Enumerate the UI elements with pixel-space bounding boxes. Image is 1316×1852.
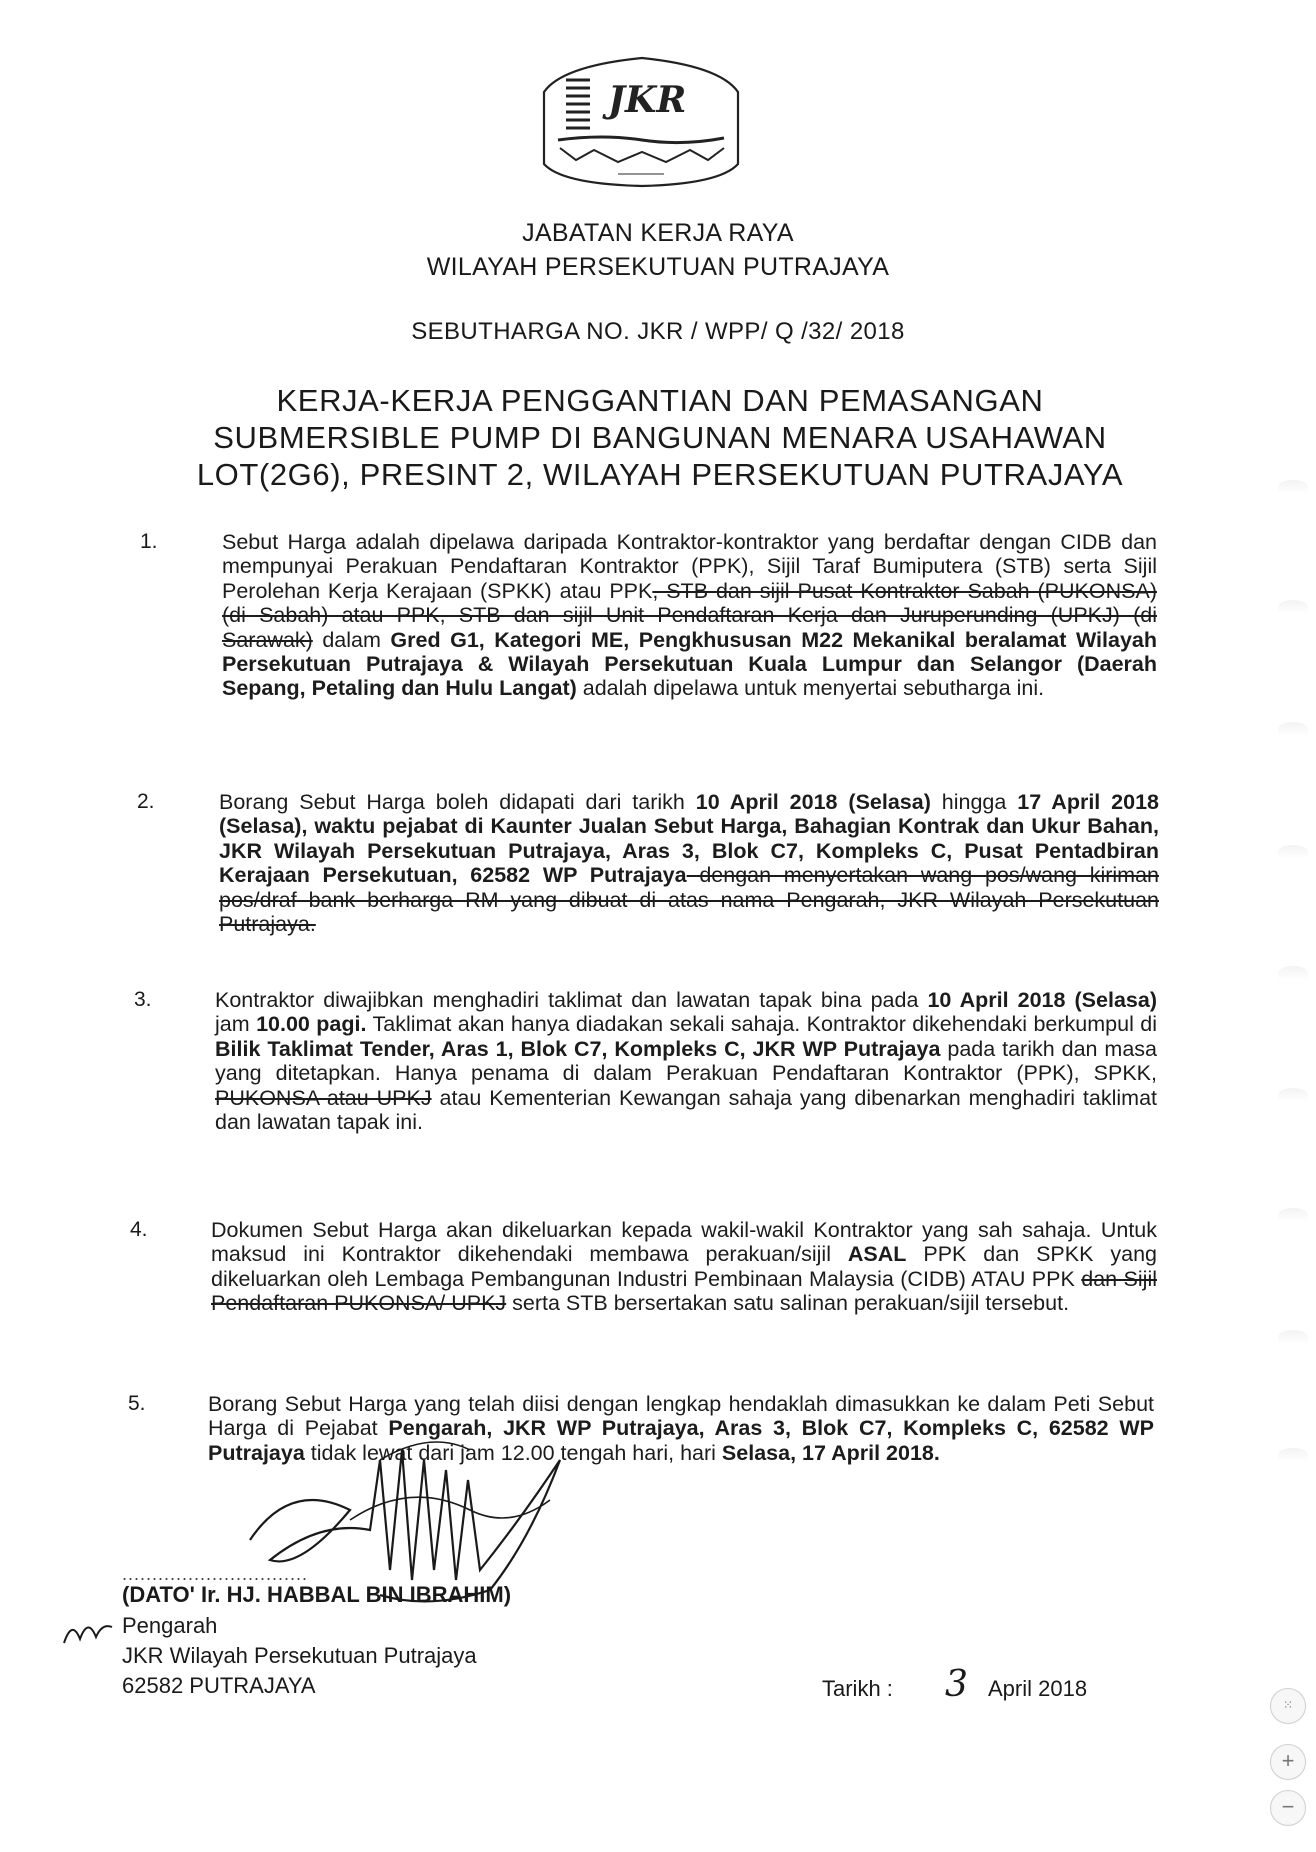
department-name: JABATAN KERJA RAYA: [522, 219, 794, 247]
title-line-2: SUBMERSIBLE PUMP DI BANGUNAN MENARA USAHAWAN: [213, 420, 1107, 455]
item-number: 1.: [140, 530, 158, 553]
initial-mark: [58, 1613, 118, 1653]
scroll-marker: [1278, 1208, 1308, 1222]
item-4-text: Dokumen Sebut Harga akan dikeluarkan kepada wakil-wakil Kontraktor yang sah sahaja. Untuk maksud ini Kontraktor dikehendaki membawa perakuan/sijil ASAL PPK dan SPKK yang dikeluarkan oleh Lembaga Pembangunan Industri Pembinaan Malaysia (CIDB) ATAU PPK dan Sijil Pendaftaran PUKONSA/ UPKJ serta STB bersertakan satu salinan perakuan/sijil tersebut.: [211, 1218, 1158, 1316]
zoom-out-button[interactable]: −: [1270, 1790, 1306, 1826]
date-day-handwritten: 3: [945, 1664, 968, 1705]
signatory-office: JKR Wilayah Persekutuan Putrajaya: [122, 1643, 477, 1668]
date-label: Tarikh :: [822, 1676, 893, 1701]
scroll-marker: [1278, 722, 1308, 736]
fit-page-button[interactable]: ⁙: [1270, 1688, 1306, 1724]
scroll-marker: [1278, 1330, 1308, 1344]
logo-text: JKR: [608, 79, 687, 121]
scroll-marker: [1278, 1448, 1308, 1462]
signatory-position: Pengarah: [122, 1613, 218, 1638]
item-number: 4.: [130, 1218, 148, 1241]
struck-text: , STB dan sijil Pusat Kontraktor Sabah (PUKONSA) (di Sabah) atau PPK, STB dan sijil Unit Pendaftaran Kerja dan Juruperunding (UPKJ) (di Sarawak): [222, 578, 1157, 652]
date-month-year: April 2018: [988, 1676, 1088, 1701]
scroll-marker: [1278, 966, 1308, 980]
scroll-marker: [1278, 480, 1308, 494]
signature-line: ...............................: [122, 1564, 309, 1584]
item-number: 5.: [128, 1392, 146, 1415]
struck-text: PUKONSA atau UPKJ: [215, 1085, 432, 1110]
item-3-text: Kontraktor diwajibkan menghadiri taklimat dan lawatan tapak bina pada 10 April 2018 (Selasa) jam 10.00 pagi. Taklimat akan hanya diadakan sekali sahaja. Kontraktor dikehendaki berkumpul di Bilik Taklimat Tender, Aras 1, Blok C7, Kompleks C, JKR WP Putrajaya pada tarikh dan masa yang ditetapkan. Hanya penama di dalam Perakuan Pendaftaran Kontraktor (PPK), SPKK, PUKONSA atau UPKJ atau Kementerian Kewangan sahaja yang dibenarkan menghadiri taklimat dan lawatan tapak ini.: [215, 988, 1158, 1135]
title-line-3: LOT(2G6), PRESINT 2, WILAYAH PERSEKUTUAN PUTRAJAYA: [196, 457, 1124, 492]
struck-text: dengan menyertakan wang pos/wang kiriman pos/draf bank berharga RM yang dibuat di atas nama Pengarah, JKR Wilayah Persekutuan Putrajaya.: [219, 863, 1159, 937]
signatory-address: 62582 PUTRAJAYA: [122, 1673, 316, 1698]
page-scroll-markers: [1270, 0, 1316, 1852]
scroll-marker: [1278, 600, 1308, 614]
zoom-in-button[interactable]: +: [1270, 1744, 1306, 1780]
quotation-reference: SEBUTHARGA NO. JKR / WPP/ Q /32/ 2018: [411, 318, 905, 345]
scroll-marker: [1278, 845, 1308, 859]
department-region: WILAYAH PERSEKUTUAN PUTRAJAYA: [426, 253, 890, 281]
item-number: 3.: [134, 988, 152, 1011]
struck-text: dan Sijil Pendaftaran PUKONSA/ UPKJ: [211, 1266, 1158, 1316]
item-number: 2.: [137, 790, 155, 813]
signatory-name: (DATO' Ir. HJ. HABBAL BIN IBRAHIM): [122, 1582, 512, 1607]
title-line-1: KERJA-KERJA PENGGANTIAN DAN PEMASANGAN: [276, 383, 1044, 418]
item-5-text: Borang Sebut Harga yang telah diisi dengan lengkap hendaklah dimasukkan ke dalam Peti Sebut Harga di Pejabat Pengarah, JKR WP Putrajaya, Aras 3, Blok C7, Kompleks C, 62582 WP Putrajaya tidak lewat dari jam 12.00 tengah hari, hari Selasa, 17 April 2018.: [208, 1392, 1154, 1465]
item-2-text: Borang Sebut Harga boleh didapati dari tarikh 10 April 2018 (Selasa) hingga 17 April 2018 (Selasa), waktu pejabat di Kaunter Jualan Sebut Harga, Bahagian Kontrak dan Ukur Bahan, JKR Wilayah Persekutuan Putrajaya, Aras 3, Blok C7, Kompleks C, Pusat Pentadbiran Kerajaan Persekutuan, 62582 WP Putrajaya dengan menyertakan wang pos/wang kiriman pos/draf bank berharga RM yang dibuat di atas nama Pengarah, JKR Wilayah Persekutuan Putrajaya.: [219, 790, 1159, 937]
scroll-marker: [1278, 1088, 1308, 1102]
item-1-text: Sebut Harga adalah dipelawa daripada Kontraktor-kontraktor yang berdaftar dengan CIDB dan mempunyai Perakuan Pendaftaran Kontraktor (PPK), Sijil Taraf Bumiputera (STB) serta Sijil Perolehan Kerja Kerajaan (SPKK) atau PPK, STB dan sijil Pusat Kontraktor Sabah (PUKONSA) (di Sabah) atau PPK, STB dan sijil Unit Pendaftaran Kerja dan Juruperunding (UPKJ) (di Sarawak) dalam Gred G1, Kategori ME, Pengkhususan M22 Mekanikal beralamat Wilayah Persekutuan Putrajaya & Wilayah Persekutuan Kuala Lumpur dan Selangor (Daerah Sepang, Petaling dan Hulu Langat) adalah dipelawa untuk menyertai sebutharga ini.: [222, 530, 1157, 701]
